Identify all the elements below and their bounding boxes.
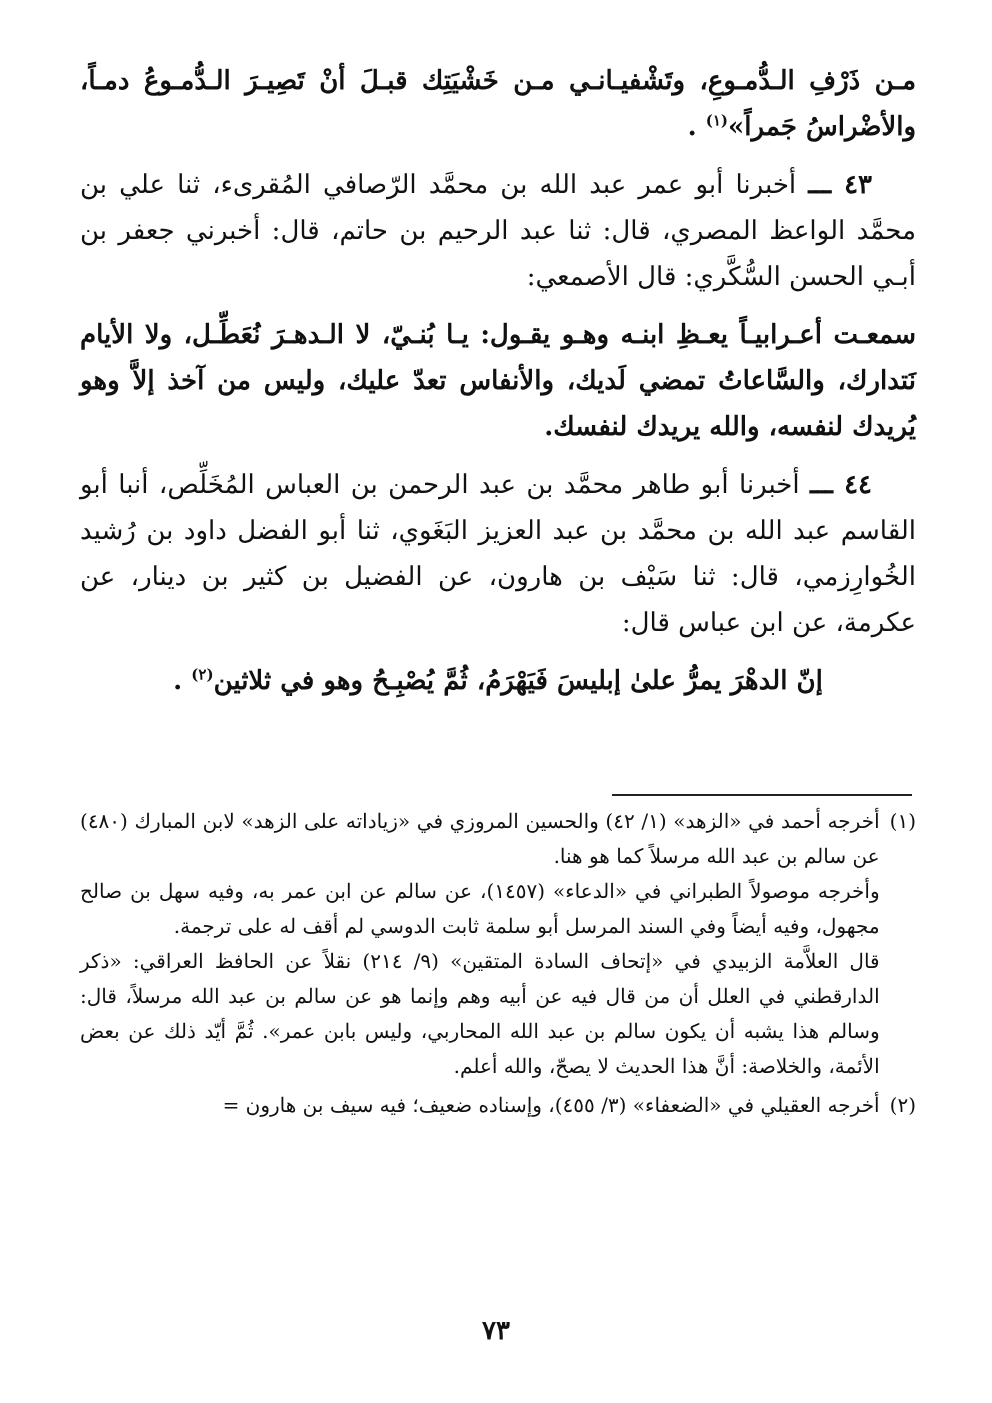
hadith-44-quote-end: .	[173, 666, 192, 696]
footnote-ref-2: (٢)	[191, 665, 214, 684]
page-number: ٧٣	[482, 1316, 510, 1346]
hadith-43-isnad	[80, 162, 916, 300]
footnote-2-body	[80, 1088, 880, 1123]
hadith-44-number: ٤٤ ـــ	[810, 470, 872, 500]
page-body	[80, 58, 916, 716]
footnote-1-paragraph-2: وأخرجه موصولاً الطبراني في «الدعاء» (١٤٥٧)، عن سالم عن ابن عمر به، وفيه سهل بن صالح مجهول، وفيه أيضاً وفي السند المرسل أبو سلمة ثابت الدوسي لم أقف له على ترجمة.	[80, 879, 880, 938]
footnote-1-marker: (١)	[889, 809, 916, 833]
hadith-43-quote: سمعـت أعـرابيـاً يعـظِ ابنـه وهـو يقـول: يـا بُنـيّ، لا الـدهـرَ نُعَطِّـل، ولا الأيام نَتدارك، والسَّاعاتُ تمضي لَديك، والأنفاس تعدّ عليك، وليس من آخذ إلاَّ وهو يُريدك لنفسه، والله يريدك لنفسك.	[80, 320, 916, 442]
hadith-43-text: أخبرنا أبو عمر عبد الله بن محمَّد الرّصافي المُقرىء، ثنا علي بن محمَّد الواعظ المصري، قال: ثنا عبد الرحيم بن حاتم، قال: أخبرني جعفر بن أبـي الحسن السُّكَّري: قال الأصمعي:	[80, 170, 916, 292]
opening-paragraph	[80, 58, 916, 150]
footnote-ref-1: (١)	[705, 111, 729, 130]
hadith-43-number: ٤٣ ـــ	[808, 170, 872, 200]
footnote-2	[80, 1088, 916, 1123]
hadith-44-quote	[80, 658, 916, 704]
footnote-2-paragraph-1: أخرجه العقيلي في «الضعفاء» (٣/ ٤٥٥)، وإسناده ضعيف؛ فيه سيف بن هارون =	[222, 1093, 880, 1117]
footnote-1	[80, 804, 916, 1084]
footnote-1-paragraph-3: قال العلاَّمة الزبيدي في «إتحاف السادة المتقين» (٩/ ٢١٤) نقلاً عن الحافظ العراقي: «ذكر الدارقطني في العلل أن من قال فيه عن أبيه وهم وإنما هو عن سالم بن عبد الله مرسلاً، قال: وسالم هذا يشبه أن يكون سالم بن عبد الله المحاربي، وليس بابن عمر». ثُمَّ أيّد ذلك عن بعض الأئمة، والخلاصة: أنَّ هذا الحديث لا يصحّ، والله أعلم.	[80, 949, 880, 1078]
hadith-44-isnad	[80, 462, 916, 646]
hadith-44-text: أخبرنا أبو طاهر محمَّد بن عبد الرحمن بن العباس المُخَلِّص، أنبا أبو القاسم عبد الله بن محمَّد بن عبد العزيز البَغَوي، ثنا أبو الفضل داود بن رُشيد الخُوارِزمي، قال: ثنا سَيْف بن هارون، عن الفضيل بن كثير بن دينار، عن عكرمة، عن ابن عباس قال:	[80, 470, 916, 638]
opening-end: .	[687, 112, 706, 142]
footnote-1-body	[80, 804, 880, 1084]
footnote-2-marker: (٢)	[889, 1093, 916, 1117]
footnotes	[80, 804, 916, 1127]
footnote-1-paragraph-1: أخرجه أحمد في «الزهد» (١/ ٤٢) والحسين المروزي في «زياداته على الزهد» لابن المبارك (٤٨٠) عن سالم بن عبد الله مرسلاً كما هو هنا.	[80, 809, 880, 868]
footnote-separator	[612, 794, 912, 796]
hadith-44-quote-text: إنّ الدهْرَ يمرُّ علىٰ إبليسَ فَيَهْرَمُ، ثُمَّ يُصْبِـحُ وهو في ثلاثين	[213, 666, 823, 696]
opening-text: مـن ذَرْفِ الـدُّمـوعِ، وتَشْفيـانـي مـن خَشْيَتِك قبـلَ أنْ تَصِيـرَ الـدُّمـوعُ دمـاً، والأضْراسُ جَمراً»	[80, 66, 916, 142]
